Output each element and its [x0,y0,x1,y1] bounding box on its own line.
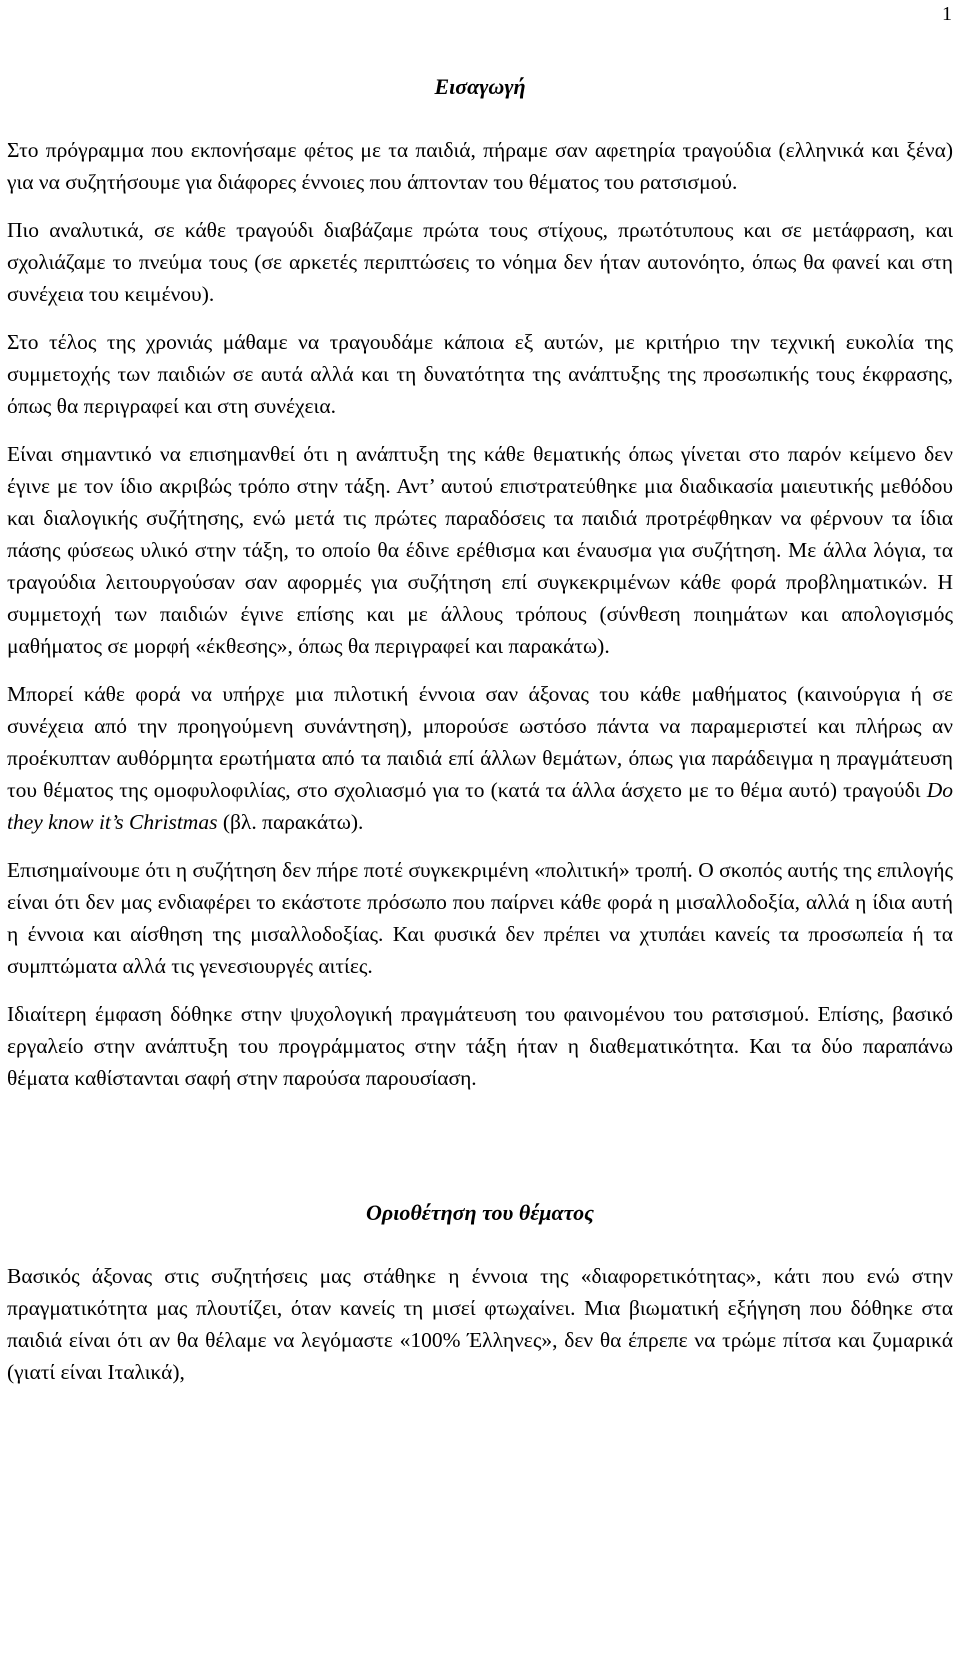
section-heading: Οριοθέτηση του θέματος [366,1200,594,1225]
paragraph-text: (βλ. παρακάτω). [217,810,364,834]
page-number: 1 [942,3,952,25]
paragraph: Στο τέλος της χρονιάς μάθαμε να τραγουδάμε κάποια εξ αυτών, με κριτήριο την τεχνική ευκολία της συμμετοχής των παιδιών σε αυτά αλλά και τη δυνατότητα της ανάπτυξης της προσωπικής τους έκφρασης, όπως θα περιγραφεί και στη συνέχεια. [7,330,953,418]
paragraph: Βασικός άξονας στις συζητήσεις μας στάθηκε η έννοια της «διαφορετικότητας», κάτι που ενώ στην πραγματικότητα μας πλουτίζει, όταν κανείς τη μισεί φτωχαίνει. Μια βιωματική εξήγηση που δόθηκε στα παιδιά είναι ότι αν θα θέλαμε να λεγόμαστε «100% Έλληνες», δεν θα έπρεπε να τρώμε πίτσα και ζυμαρικά (γιατί είναι Ιταλικά), [7,1264,953,1384]
song-title: Do they know it’s Christmas [7,778,953,834]
intro-heading: Εισαγωγή [434,74,526,99]
paragraph: Επισημαίνουμε ότι η συζήτηση δεν πήρε ποτέ συγκεκριμένη «πολιτική» τροπή. Ο σκοπός αυτής της επιλογής είναι ότι δεν μας ενδιαφέρει το εκάστοτε πρόσωπο που παίρνει κάθε φορά η μισαλλοδοξία, αλλά η ίδια αυτή η έννοια και αίσθηση της μισαλλοδοξίας. Και φυσικά δεν πρέπει να χτυπάει κανείς τα προσωπεία ή τα συμπτώματα αλλά τις γενεσιουργές αιτίες. [7,858,953,978]
document-body [7,72,953,1388]
paragraph: Ιδιαίτερη έμφαση δόθηκε στην ψυχολογική πραγμάτευση του φαινομένου του ρατσισμού. Επίσης, βασικό εργαλείο στην ανάπτυξη του προγράμματος στην τάξη ήταν η διαθεματικότητα. Και τα δύο παραπάνω θέματα καθίστανται σαφή στην παρούσα παρουσίαση. [7,1002,953,1090]
paragraph: Πιο αναλυτικά, σε κάθε τραγούδι διαβάζαμε πρώτα τους στίχους, πρωτότυπους και σε μετάφραση, και σχολιάζαμε το πνεύμα τους (σε αρκετές περιπτώσεις το νόημα δεν ήταν αυτονόητο, όπως θα φανεί και στη συνέχεια του κειμένου). [7,218,953,306]
paragraph: Στο πρόγραμμα που εκπονήσαμε φέτος με τα παιδιά, πήραμε σαν αφετηρία τραγούδια (ελληνικά και ξένα) για να συζητήσουμε για διάφορες έννοιες που άπτονταν του θέματος του ρατσισμού. [7,138,953,194]
paragraph: Είναι σημαντικό να επισημανθεί ότι η ανάπτυξη της κάθε θεματικής όπως γίνεται στο παρόν κείμενο δεν έγινε με τον ίδιο ακριβώς τρόπο στην τάξη. Αντ’ αυτού επιστρατεύθηκε μια διαδικασία μαιευτικής μεθόδου και διαλογικής συζήτησης, ενώ μετά τις πρώτες παραδόσεις τα παιδιά προτρέφθηκαν να φέρνουν τα ίδια πάσης φύσεως υλικό στην τάξη, το οποίο θα έδινε ερέθισμα και έναυσμα για συζήτηση. Με άλλα λόγια, τα τραγούδια λειτουργούσαν σαν αφορμές για συζήτηση επί συγκεκριμένων κάθε φορά προβληματικών. Η συμμετοχή των παιδιών έγινε επίσης και με άλλους τρόπους (σύνθεση ποιημάτων και απολογισμός μαθήματος σε μορφή «έκθεσης», όπως θα περιγραφεί και παρακάτω). [7,442,953,658]
paragraph-text: Μπορεί κάθε φορά να υπήρχε μια πιλοτική έννοια σαν άξονας του κάθε μαθήματος (καινούργια ή σε συνέχεια από την προηγούμενη συνάντηση), μπορούσε ωστόσο πάντα να παραμεριστεί και πλήρως αν προέκυπταν αυθόρμητα ερωτήματα από τα παιδιά επί άλλων θεμάτων, όπως για παράδειγμα η πραγμάτευση του θέματος της ομοφυλοφιλίας, στο σχολιασμό για το (κατά τα άλλα άσχετο με το θέμα αυτό) τραγούδι [7,682,953,802]
paragraph [7,678,953,838]
